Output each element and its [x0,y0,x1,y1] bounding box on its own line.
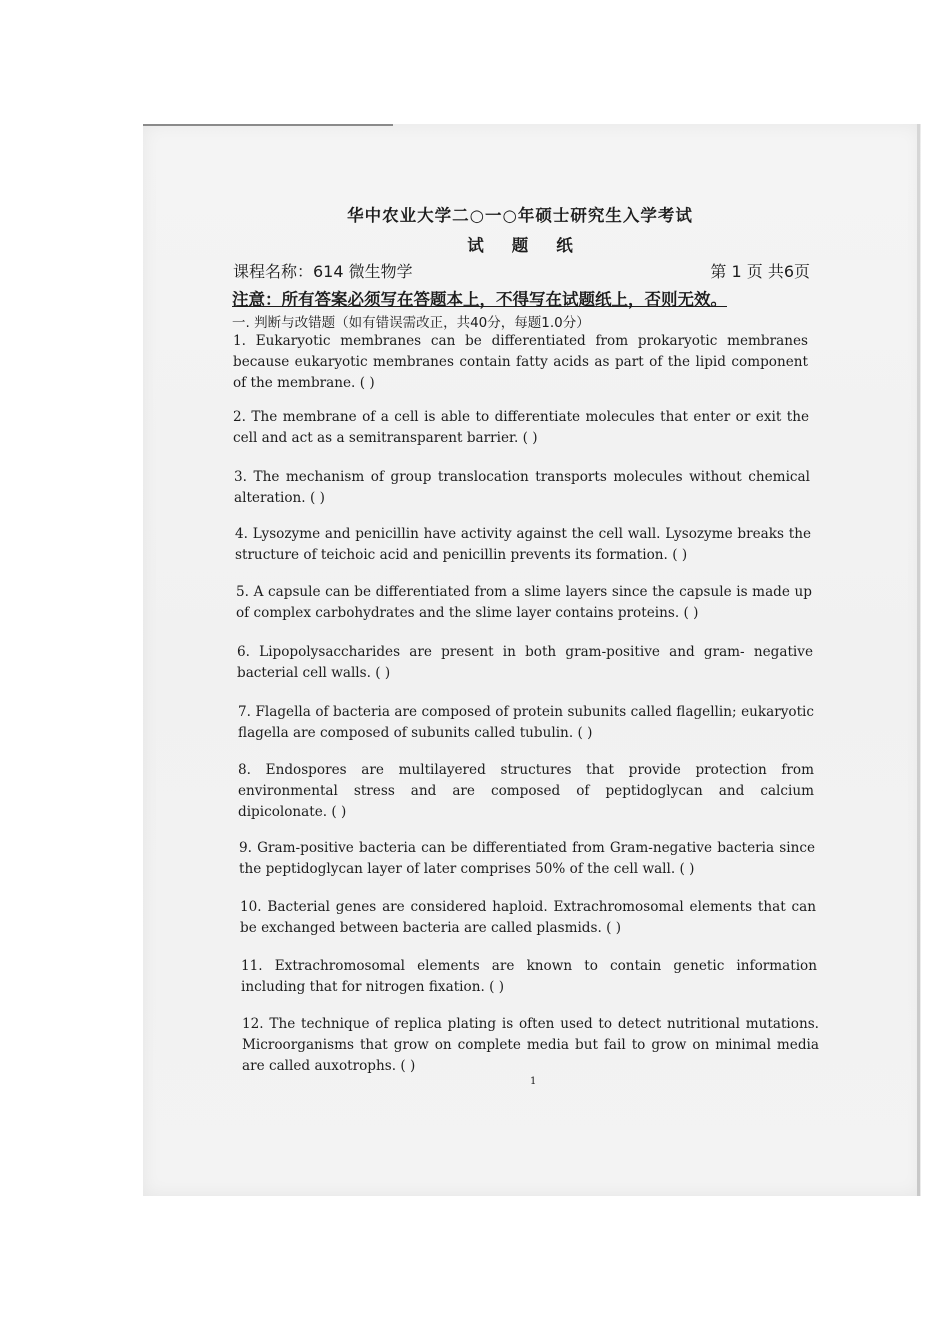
question-2: 2. The membrane of a cell is able to differentiate molecules that enter or exit the cell and act as a semitransparent barrier. ( ) [233,409,809,446]
question-8: 8. Endospores are multilayered structures that provide protection from environmental stress and are composed of peptidoglycan and calcium dipicolonate. ( ) [238,762,814,820]
exam-subtitle: 试题纸 [467,236,601,255]
exam-title: 华中农业大学二○一○年硕士研究生入学考试 [347,206,693,225]
page-info: 第 1 页 共6页 [710,262,810,281]
question-7: 7. Flagella of bacteria are composed of protein subunits called flagellin; eukaryotic flagella are composed of subunits called tubulin. ( ) [238,704,814,741]
section-heading: 一. 判断与改错题（如有错误需改正，共40分，每题1.0分） [232,315,590,331]
page-number: 1 [530,1076,537,1087]
question-11: 11. Extrachromosomal elements are known to contain genetic information including that for nitrogen fixation. ( ) [241,958,817,995]
course-name: 课程名称：614 微生物学 [233,262,413,281]
page-edge-line [143,124,393,126]
question-6: 6. Lipopolysaccharides are present in both gram-positive and gram- negative bacterial cell walls. ( ) [237,644,813,681]
answer-notice: 注意：所有答案必须写在答题本上，不得写在试题纸上，否则无效。 [232,290,727,309]
question-5: 5. A capsule can be differentiated from a slime layers since the capsule is made up of complex carbohydrates and the slime layer contains proteins. ( ) [236,584,812,621]
question-9: 9. Gram-positive bacteria can be differentiated from Gram-negative bacteria since the peptidoglycan layer of later comprises 50% of the cell wall. ( ) [239,840,815,877]
question-1: 1. Eukaryotic membranes can be differentiated from prokaryotic membranes because eukaryotic membranes contain fatty acids as part of the lipid component of the membrane. ( ) [233,333,808,391]
page-edge-shadow [917,124,920,1196]
question-12: 12. The technique of replica plating is often used to detect nutritional mutations. Microorganisms that grow on complete media but fail to grow on minimal media are called auxotrophs. ( ) [242,1016,819,1074]
question-3: 3. The mechanism of group translocation transports molecules without chemical alteration. ( ) [234,469,810,506]
question-10: 10. Bacterial genes are considered haploid. Extrachromosomal elements that can be exchanged between bacteria are called plasmids. ( ) [240,899,816,936]
course-line [233,259,810,282]
question-4: 4. Lysozyme and penicillin have activity against the cell wall. Lysozyme breaks the structure of teichoic acid and penicillin prevents its formation. ( ) [235,526,811,563]
